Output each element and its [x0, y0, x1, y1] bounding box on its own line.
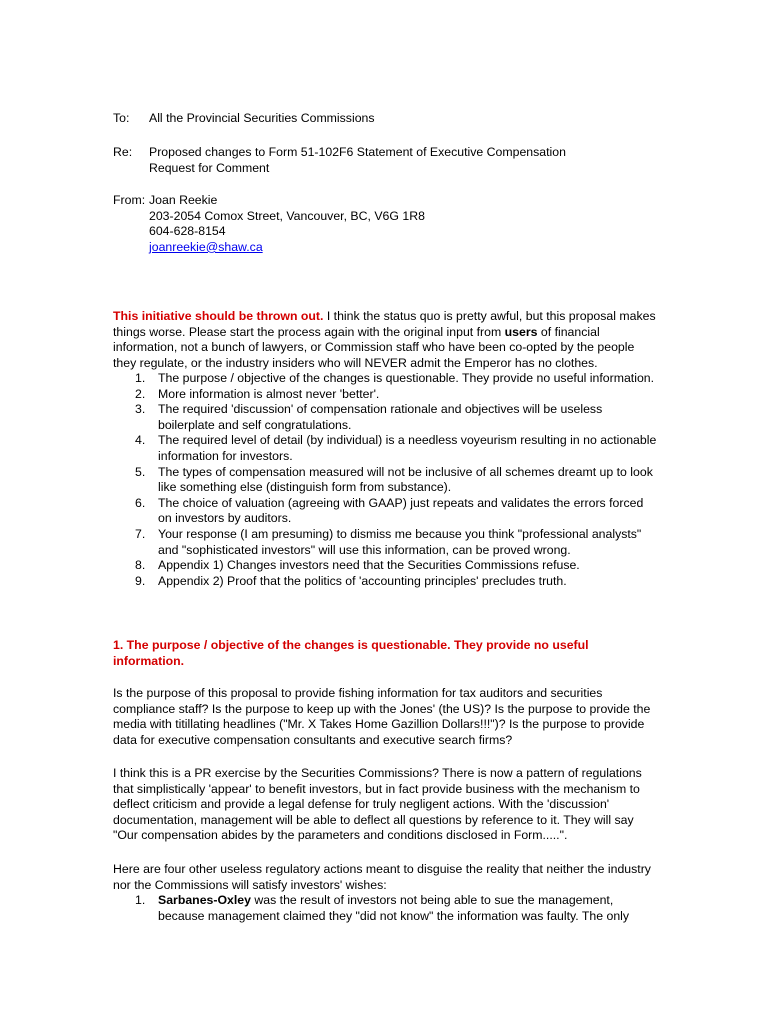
- list-item-number: 9.: [135, 573, 146, 588]
- from-details: [149, 193, 425, 255]
- list-item-text: Appendix 1) Changes investors need that the Securities Commissions refuse.: [158, 558, 580, 573]
- intro-users: users: [504, 324, 538, 339]
- from-block: [113, 193, 658, 255]
- list-item-text: The choice of valuation (agreeing with GAAP) just repeats and validates the errors forced on investors by auditors.: [158, 495, 644, 526]
- re-label: Re:: [113, 145, 133, 159]
- list-item-text: More information is almost never 'better'.: [158, 386, 380, 401]
- list-item-text: The required level of detail (by individual) is a needless voyeurism resulting in no actionable information for investors.: [158, 433, 657, 463]
- section1-paragraph-3: Here are four other useless regulatory actions meant to disguise the reality that neither the industry nor the Commissions will satisfy investors' wishes:: [113, 862, 651, 892]
- list-item-number: 1.: [135, 893, 146, 907]
- intro-text-b: of financial information, not a bunch of lawyers, or Commission staff who have been co-opted by the people they regulate, or the industry insiders who will NEVER admit the Emperor has no clothes.: [113, 324, 635, 370]
- intro-paragraph: [113, 309, 658, 371]
- list-item-number: 8.: [135, 558, 146, 573]
- list-item-text: The types of compensation measured will not be inclusive of all schemes dreamt up to look like something else (distinguish form from substance).: [158, 464, 653, 495]
- list-item-number: 7.: [135, 526, 146, 541]
- list-item-number: 1.: [135, 371, 146, 385]
- list-item-number: 5.: [135, 464, 146, 479]
- list-item-text: Appendix 2) Proof that the politics of 'accounting principles' precludes truth.: [158, 573, 567, 588]
- email-link[interactable]: joanreekie@shaw.ca: [149, 239, 263, 254]
- list-item: [113, 402, 658, 433]
- intro-lead: This initiative should be thrown out.: [113, 309, 324, 323]
- list-item-number: 2.: [135, 386, 146, 401]
- list-item-text: was the result of investors not being able to sue the management, because management claimed they "did not know" the information was faulty. The only: [158, 893, 630, 923]
- intro-text-a: I think the status quo is pretty awful, but this proposal makes things worse. Please start the process again with the original input from: [113, 309, 656, 339]
- list-item-bold: Sarbanes-Oxley: [158, 893, 251, 907]
- list-item-number: 3.: [135, 402, 146, 417]
- re-value: [149, 145, 566, 176]
- list-item-number: 4.: [135, 433, 146, 448]
- re-subject: Proposed changes to Form 51-102F6 Statement of Executive Compensation: [149, 145, 566, 159]
- from-name: Joan Reekie: [149, 193, 218, 207]
- list-item: [113, 496, 658, 527]
- from-address: 203-2054 Comox Street, Vancouver, BC, V6G 1R8: [149, 208, 425, 223]
- list-item-text: The purpose / objective of the changes is questionable. They provide no useful information.: [158, 371, 655, 385]
- list-item: [113, 433, 658, 464]
- regulatory-actions-list: [113, 893, 658, 924]
- to-line: [113, 111, 658, 127]
- list-item: [113, 465, 658, 496]
- list-item: [113, 558, 658, 574]
- list-item: [113, 371, 658, 387]
- re-request: Request for Comment: [149, 160, 270, 175]
- from-phone: 604-628-8154: [149, 224, 226, 239]
- points-list: [113, 371, 658, 589]
- to-value: All the Provincial Securities Commissions: [149, 111, 375, 125]
- section1-heading: 1. The purpose / objective of the changes is questionable. They provide no useful information.: [113, 638, 589, 668]
- list-item: [113, 574, 658, 590]
- list-item-text: Your response (I am presuming) to dismiss me because you think "professional analysts" and "sophisticated investors" will use this information, can be proved wrong.: [158, 526, 642, 557]
- to-label: To:: [113, 111, 130, 125]
- section1-paragraph-2: I think this is a PR exercise by the Securities Commissions? There is now a pattern of regulations that simplistically 'appear' to benefit investors, but in fact provide business with the mechanism to deflect criticism and provide a legal defense for truly negligent actions. With the 'discussion' documentation, management will be able to deflect all questions by reference to it. They will say "Our compensation abides by the parameters and conditions disclosed in Form.....".: [113, 766, 642, 843]
- re-line: [113, 145, 658, 176]
- list-item: [113, 893, 658, 924]
- list-item-number: 6.: [135, 495, 146, 510]
- list-item: [113, 527, 658, 558]
- list-item: [113, 387, 658, 403]
- from-label: From:: [113, 193, 146, 207]
- list-item-text: The required 'discussion' of compensation rationale and objectives will be useless boilerplate and self congratulations.: [158, 402, 603, 432]
- section1-paragraph-1: Is the purpose of this proposal to provide fishing information for tax auditors and securities compliance staff? Is the purpose to keep up with the Jones' (the US)? Is the purpose to provide the media with titillating headlines ("Mr. X Takes Home Gazillion Dollars!!!")? Is the purpose to provide data for executive compensation consultants and executive search firms?: [113, 686, 651, 747]
